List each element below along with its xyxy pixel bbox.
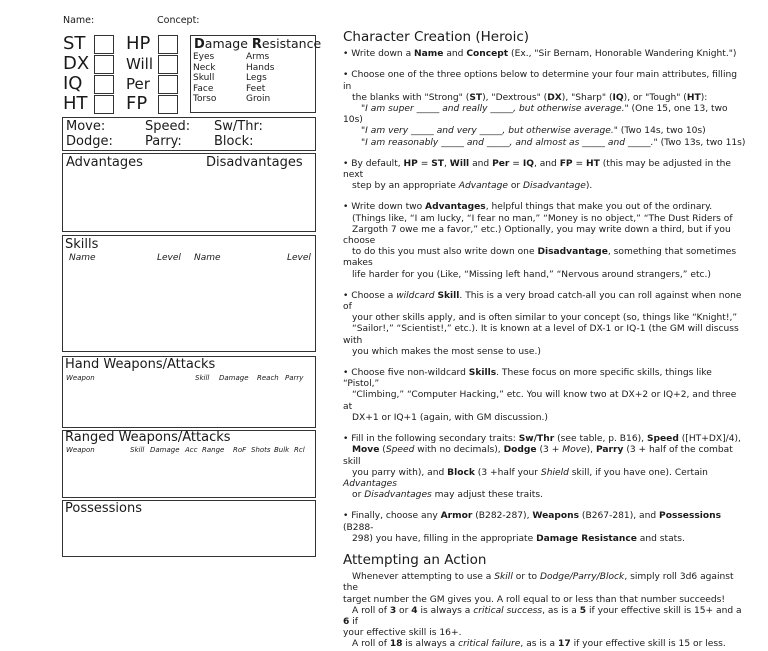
ranged-col-shots: Shots xyxy=(251,446,271,454)
dr-eyes: Eyes xyxy=(193,52,215,62)
ht-value-box[interactable] xyxy=(94,95,114,114)
guide-step-equipment: • Finally, choose any Armor (B282-287), Weapons (B267-281), and Possessions (B288- 298) you have, filling in the appropriate Damage Resistance and stats. xyxy=(343,511,722,544)
ranged-col-rof: RoF xyxy=(233,446,247,454)
damage-resistance-title: Damage Resistance xyxy=(194,36,322,52)
skill-col-level-2: Level xyxy=(287,253,311,263)
guide-step-wildcard: • Choose a wildcard Skill. This is a very broad catch-all you can roll against when none of your other skills apply, and is often similar to your concept (so, things like “Knight!,” “Sailor!,” “Scientist!,” etc.). It is known at a level of DX-1 or IQ-1 (the GM will discuss with you which makes the most sense to use.) xyxy=(343,290,742,357)
guide-title: Character Creation (Heroic) xyxy=(343,29,530,45)
hand-weapons-box[interactable] xyxy=(62,356,316,428)
will-value-box[interactable] xyxy=(158,55,178,74)
dodge-label: Dodge: xyxy=(66,134,113,149)
dr-feet: Feet xyxy=(246,83,266,94)
ranged-col-range: Range xyxy=(202,446,225,454)
move-label: Move: xyxy=(66,119,106,134)
hand-col-parry: Parry xyxy=(285,374,304,382)
dr-groin: Groin xyxy=(246,94,271,104)
hand-weapons-label: Hand Weapons/Attacks xyxy=(65,357,216,372)
stat-hp: HP xyxy=(126,33,151,54)
dr-arms: Arms xyxy=(246,52,270,62)
advantages-box[interactable] xyxy=(62,153,316,232)
hand-col-skill: Skill xyxy=(195,374,210,382)
stat-iq: IQ xyxy=(63,73,83,94)
ranged-col-bulk: Bulk xyxy=(274,446,290,454)
skill-col-name-2: Name xyxy=(194,253,221,263)
ranged-col-skill: Skill xyxy=(130,446,145,454)
ranged-weapons-label: Ranged Weapons/Attacks xyxy=(65,430,231,445)
ranged-col-damage: Damage xyxy=(150,446,180,454)
hand-col-damage: Damage xyxy=(219,374,249,382)
speed-label: Speed: xyxy=(145,119,191,134)
stat-ht: HT xyxy=(63,93,88,114)
concept-label: Concept: xyxy=(157,15,200,26)
iq-value-box[interactable] xyxy=(94,75,114,94)
fp-value-box[interactable] xyxy=(158,95,178,114)
action-title: Attempting an Action xyxy=(343,551,487,568)
dr-face: Face xyxy=(193,83,214,94)
skills-label: Skills xyxy=(65,237,99,252)
action-rule-roll: Whenever attempting to use a Skill or to Dodge/Parry/Block, simply roll 3d6 against the target number the GM gives you. A roll equal to or less than that number succeeds! xyxy=(343,572,734,605)
dr-skull: Skull xyxy=(193,73,215,83)
stat-fp: FP xyxy=(126,93,148,114)
hp-value-box[interactable] xyxy=(158,35,178,54)
per-value-box[interactable] xyxy=(158,75,178,94)
dr-neck: Neck xyxy=(193,62,216,73)
dr-torso: Torso xyxy=(193,94,217,104)
creation-guide xyxy=(343,29,748,651)
dr-left-list xyxy=(193,52,216,105)
parry-label: Parry: xyxy=(145,134,182,149)
guide-step-skills: • Choose five non-wildcard Skills. These focus on more specific skills, things like “Pistol,” “Climbing,” “Computer Hacking,” etc. You will know two at DX+2 or IQ+2, and three at DX+1 or IQ+1 (again, with GM discussion.) xyxy=(343,368,737,423)
name-label: Name: xyxy=(63,15,95,26)
ranged-col-acc: Acc xyxy=(185,446,198,454)
hand-col-reach: Reach xyxy=(257,374,279,382)
swthr-label: Sw/Thr: xyxy=(214,119,263,134)
ranged-weapons-box[interactable] xyxy=(62,430,316,498)
guide-step-attributes: • Choose one of the three options below to determine your four main attributes, filling in the blanks with "Strong" (ST), "Dextrous" (DX), "Sharp" (IQ), or "Tough" (HT): "I am super _____ and really _____, but otherwise average." (One 15, one 13, two 10s) "I am very _____ and very _____, but otherwise average." (Two 14s, two 10s) "I am reasonably _____ and _____, and almost as _____ and _____." (Two 13s, two 11s) xyxy=(343,70,746,148)
possessions-label: Possessions xyxy=(65,501,142,516)
skill-col-name-1: Name xyxy=(69,253,96,263)
secondary-traits-box[interactable] xyxy=(62,117,316,151)
ranged-col-rcl: Rcl xyxy=(294,446,305,454)
disadvantages-label: Disadvantages xyxy=(206,155,303,170)
stat-dx: DX xyxy=(63,53,90,74)
dx-value-box[interactable] xyxy=(94,55,114,74)
action-rule-critical-success: A roll of 3 or 4 is always a critical success, as is a 5 if your effective skill is 15+ and a 6 if your effective skill is 16+. xyxy=(343,605,742,639)
possessions-box[interactable] xyxy=(62,500,316,557)
hand-col-weapon: Weapon xyxy=(66,374,95,382)
dr-legs: Legs xyxy=(246,73,267,83)
st-value-box[interactable] xyxy=(94,35,114,54)
dr-hands: Hands xyxy=(246,62,275,73)
guide-step-name: • Write down a Name and Concept (Ex., "Sir Bernam, Honorable Wandering Knight.") xyxy=(343,49,737,60)
stat-st: ST xyxy=(63,33,86,54)
guide-step-secondary: • Fill in the following secondary traits: Sw/Thr (see table, p. B16), Speed ([HT+DX]/4), Move (Speed with no decimals), Dodge (3 + Move), Parry (3 + half of the combat skill you parry with), and Block (3 +half your Shield skill, if you have one). Certain Advantages or Disadvantages may adjust these traits. xyxy=(343,434,741,501)
stat-will: Will xyxy=(126,55,154,73)
dr-right-list xyxy=(246,52,274,105)
action-rule-critical-failure: A roll of 18 is always a critical failure, as is a 17 if your effective skill is 15 or less. xyxy=(352,639,726,650)
action-rules xyxy=(343,572,748,650)
damage-resistance-box[interactable] xyxy=(190,35,322,113)
advantages-label: Advantages xyxy=(66,155,143,170)
guide-step-defaults: • By default, HP = ST, Will and Per = IQ, and FP = HT (this may be adjusted in the next step by an appropriate Advantage or Disadvantage). xyxy=(343,158,732,192)
ranged-col-weapon: Weapon xyxy=(66,446,95,454)
stat-per: Per xyxy=(126,75,150,93)
block-label: Block: xyxy=(214,134,254,149)
skills-box[interactable] xyxy=(62,235,316,352)
skill-col-level-1: Level xyxy=(157,253,181,263)
guide-step-advantages: • Write down two Advantages, helpful things that make you out of the ordinary. (Things like, “I am lucky, “I fear no man,” “Money is no object,” “The Dust Riders of Zargoth 7 owe me a favor,” etc.) Optionally, you may write down a third, but if you choose to do this you must also write down one Disadvantage, something that sometimes makes life harder for you (Like, “Missing left hand,” “Nervous around strangers,” etc.) xyxy=(343,202,737,280)
